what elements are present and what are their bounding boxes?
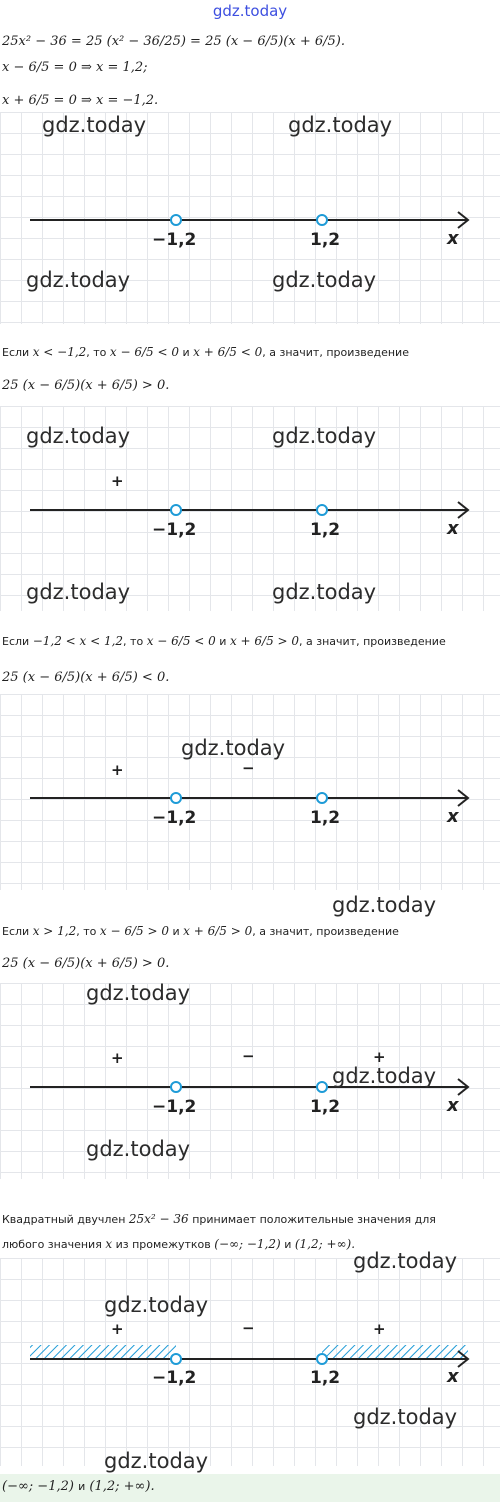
root-point-right: [317, 215, 327, 225]
axis-variable-label: x: [447, 1366, 459, 1387]
sign-minus-middle: −: [242, 759, 255, 777]
case1-product-inequality: 25 (x − 6/5)(x + 6/5) > 0.: [2, 378, 170, 393]
root-point-left: [171, 1354, 181, 1364]
root-point-left: [171, 793, 181, 803]
root-point-left: [171, 505, 181, 515]
watermark: gdz.today: [353, 1405, 458, 1429]
sign-plus-right: +: [373, 1320, 386, 1338]
case1-text-line1: Если x < −1,2, то x − 6/5 < 0 и x + 6/5 < 0, а значит, произведение: [2, 345, 409, 359]
watermark: gdz.today: [272, 580, 377, 604]
sign-plus-left: +: [111, 1049, 124, 1067]
watermark: gdz.today: [288, 113, 393, 137]
watermark: gdz.today: [181, 736, 286, 760]
root-point-left: [171, 215, 181, 225]
number-line-5: [0, 1258, 500, 1466]
shaded-interval-right: [322, 1345, 468, 1359]
root-label-left: −1,2: [152, 1097, 197, 1117]
number-line-panel-1: [0, 112, 500, 324]
factorization-formula: 25x² − 36 = 25 (x² − 36/25) = 25 (x − 6/5)(x + 6/5).: [2, 34, 345, 49]
watermark: gdz.today: [42, 113, 147, 137]
watermark: gdz.today: [104, 1449, 209, 1473]
root-point-right: [317, 505, 327, 515]
root-point-right: [317, 793, 327, 803]
sign-minus-middle: −: [242, 1047, 255, 1065]
answer-text: (−∞; −1,2) и (1,2; +∞).: [2, 1479, 155, 1494]
root-label-left: −1,2: [152, 808, 197, 828]
root-label-right: 1,2: [310, 808, 341, 828]
axis-variable-label: x: [447, 518, 459, 539]
root-label-right: 1,2: [310, 230, 341, 250]
case2-product-inequality: 25 (x − 6/5)(x + 6/5) < 0.: [2, 670, 170, 685]
watermark: gdz.today: [353, 1249, 458, 1273]
root-label-right: 1,2: [310, 520, 341, 540]
root-equation-1: x − 6/5 = 0 ⇒ x = 1,2;: [2, 60, 148, 75]
watermark: gdz.today: [272, 268, 377, 292]
shaded-interval-left: [30, 1345, 176, 1359]
root-label-left: −1,2: [152, 520, 197, 540]
number-line-panel-3: [0, 694, 500, 890]
axis-variable-label: x: [447, 806, 459, 827]
axis-variable-label: x: [447, 228, 459, 249]
watermark: gdz.today: [26, 424, 131, 448]
root-point-right: [317, 1354, 327, 1364]
watermark: gdz.today: [272, 424, 377, 448]
root-label-right: 1,2: [310, 1097, 341, 1117]
sign-plus-left: +: [111, 472, 124, 490]
answer-bar: [0, 1474, 500, 1502]
sign-plus-left: +: [111, 761, 124, 779]
sign-plus-left: +: [111, 1320, 124, 1338]
root-label-left: −1,2: [152, 1368, 197, 1388]
number-line-panel-5: [0, 1258, 500, 1466]
conclusion-text-line1: Квадратный двучлен 25x² − 36 принимает положительные значения для: [2, 1212, 436, 1226]
number-line-3: [0, 694, 500, 890]
root-label-left: −1,2: [152, 230, 197, 250]
case2-text-line1: Если −1,2 < x < 1,2, то x − 6/5 < 0 и x + 6/5 > 0, а значит, произведение: [2, 634, 446, 648]
watermark: gdz.today: [332, 1064, 437, 1088]
case3-product-inequality: 25 (x − 6/5)(x + 6/5) > 0.: [2, 956, 170, 971]
watermark: gdz.today: [86, 1137, 191, 1161]
root-point-left: [171, 1082, 181, 1092]
axis-variable-label: x: [447, 1095, 459, 1116]
sign-plus-right: +: [373, 1048, 386, 1066]
watermark: gdz.today: [26, 580, 131, 604]
case3-text-line1: Если x > 1,2, то x − 6/5 > 0 и x + 6/5 > 0, а значит, произведение: [2, 924, 399, 938]
site-header-link[interactable]: gdz.today: [212, 2, 288, 20]
root-label-right: 1,2: [310, 1368, 341, 1388]
sign-minus-middle: −: [242, 1319, 255, 1337]
watermark: gdz.today: [86, 981, 191, 1005]
root-point-right: [317, 1082, 327, 1092]
watermark: gdz.today: [332, 893, 437, 917]
root-equation-2: x + 6/5 = 0 ⇒ x = −1,2.: [2, 93, 159, 108]
number-line-1: [0, 112, 500, 324]
watermark: gdz.today: [26, 268, 131, 292]
conclusion-text-line2: любого значения x из промежутков (−∞; −1,2) и (1,2; +∞).: [2, 1237, 356, 1251]
watermark: gdz.today: [104, 1293, 209, 1317]
